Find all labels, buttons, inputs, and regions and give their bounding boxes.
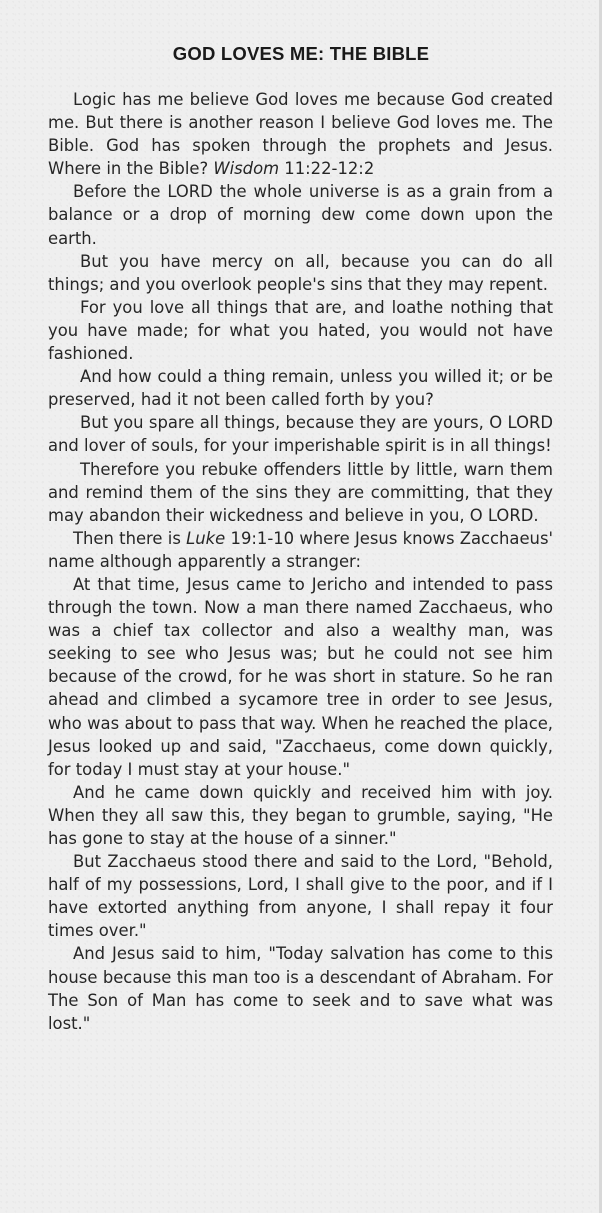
paragraph-intro xyxy=(48,88,553,180)
page-title: GOD LOVES ME: THE BIBLE xyxy=(172,43,430,64)
luke-intro-text: Then there is xyxy=(73,528,187,548)
book-reference-luke: Luke xyxy=(186,528,226,548)
paragraph-verse: For you love all things that are, and loathe nothing that you have made; for what you hated, you would not have fashioned. xyxy=(48,297,553,364)
luke-intro-rest: 19:1-10 where Jesus knows Zacchaeus' name although apparently a stranger: xyxy=(48,528,553,571)
book-reference-wisdom: Wisdom xyxy=(213,159,280,179)
intro-text: Logic has me believe God loves me because God created me. But there is another reason I believe God loves me. The Bible. God has spoken through the prophets and Jesus. Where in the Bible? xyxy=(48,90,553,179)
paragraph-gospel: And he came down quickly and received him with joy. When they all saw this, they began to grumble, saying, "He has gone to stay at the house of a sinner." xyxy=(48,782,553,848)
paragraph-verse: Therefore you rebuke offenders little by little, warn them and remind them of the sins they are committing, that they may abandon their wickedness and believe in you, O LORD. xyxy=(48,459,553,525)
paragraph-gospel: At that time, Jesus came to Jericho and intended to pass through the town. Now a man there named Zacchaeus, who was a chief tax collector and also a wealthy man, was seeking to see who Jesus was; but he could not see him because of the crowd, for he was short in stature. So he ran ahead and climbed a sycamore tree in order to see Jesus, who was about to pass that way. When he reached the place, Jesus looked up and said, "Zacchaeus, come down quickly, for today I must stay at your house." xyxy=(48,574,553,779)
paragraph-verse: But you have mercy on all, because you can do all things; and you overlook people's sins that they may repent. xyxy=(48,251,553,294)
body-text xyxy=(48,88,553,1035)
paragraph-verse: But you spare all things, because they are yours, O LORD and lover of souls, for your imperishable spirit is in all things! xyxy=(48,413,553,456)
paragraph-gospel: And Jesus said to him, "Today salvation has come to this house because this man too is a descendant of Abraham. For The Son of Man has come to seek and to save what was lost." xyxy=(48,944,553,1033)
paragraph-verse: And how could a thing remain, unless you willed it; or be preserved, had it not been called forth by you? xyxy=(48,367,553,410)
paragraph-gospel: But Zacchaeus stood there and said to the Lord, "Behold, half of my possessions, Lord, I shall give to the poor, and if I have extorted anything from anyone, I shall repay it four times over." xyxy=(48,852,553,941)
paragraph-verse: Before the LORD the whole universe is as a grain from a balance or a drop of morning dew come down upon the earth. xyxy=(48,182,553,248)
intro-reference: 11:22-12:2 xyxy=(279,159,375,179)
paragraph-luke-intro xyxy=(48,527,553,573)
